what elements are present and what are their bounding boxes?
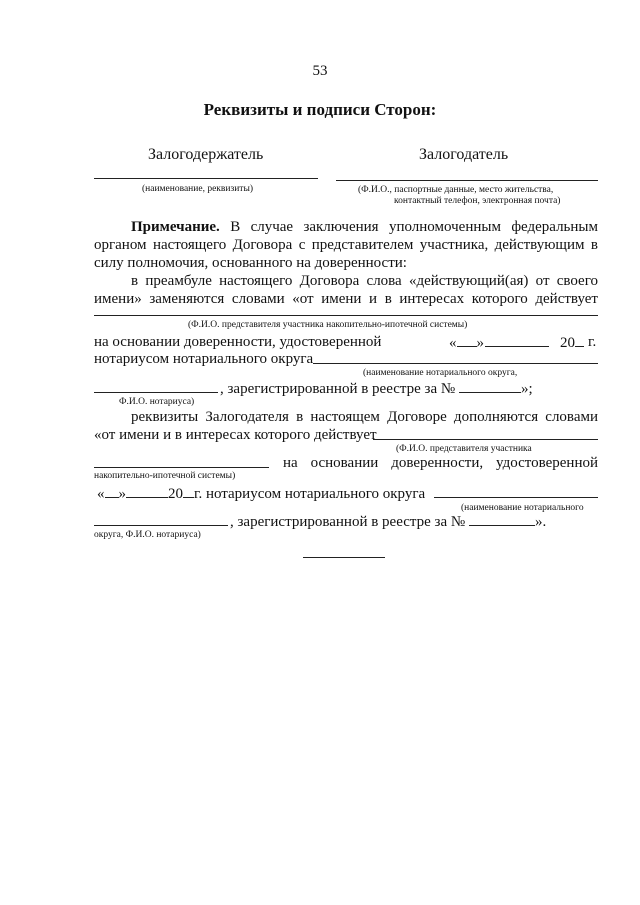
notary-okrug-blank-1: [313, 363, 598, 364]
month-blank-1: [485, 346, 549, 347]
pledgee-signature-line: [94, 178, 318, 179]
year-blank-2: [183, 486, 194, 498]
notary-okrug-caption-1: (наименование нотариального округа,: [363, 368, 518, 378]
registry-blank-2: [469, 514, 535, 526]
year-g-1: г.: [588, 334, 597, 350]
pledgor-heading: Залогодатель: [419, 146, 509, 163]
representative-caption-1: (Ф.И.О. представителя участника накопительно-ипотечной системы): [188, 320, 468, 330]
pledgor-signature-line: [336, 180, 598, 181]
note-line-12: « » 20 г. нотариусом нотариального округа: [97, 486, 426, 502]
year-blank-1: [575, 335, 584, 347]
line-6-text: на основании доверенности, удостоверенной: [94, 334, 382, 350]
note-line-13: , зарегистрированной в реестре за № ».: [230, 514, 547, 530]
year-1: 20: [560, 335, 584, 351]
month-blank-2: [126, 486, 168, 498]
note-line-10: «от имени и в интересах которого действует: [94, 427, 377, 443]
note-line-4: в преамбуле настоящего Договора слова «действующий(ая) от своего: [131, 273, 598, 289]
notary-okrug-caption-2: (наименование нотариального: [461, 503, 584, 513]
note-line-1: [131, 220, 598, 235]
representative-blank-2: [373, 439, 598, 440]
registry-blank-1: [459, 381, 521, 393]
day-blank-1: [457, 335, 477, 347]
note-line-5: имени» заменяются словами «от имени и в интересах которого действует: [94, 291, 598, 307]
pledgee-caption: (наименование, реквизиты): [142, 184, 254, 194]
page-number: 53: [312, 63, 328, 79]
page-title: Реквизиты и подписи Сторон:: [203, 100, 437, 119]
closing-separator: [303, 557, 385, 558]
note-line-1-text: В случае заключения уполномоченным федеральным: [230, 219, 598, 235]
day-blank-2: [105, 486, 119, 498]
notary-name-blank-1: [94, 392, 218, 393]
note-line-3: силу полномочия, основанного на доверенности:: [94, 255, 407, 271]
notary-okrug-blank-2: [434, 497, 598, 498]
pledgor-caption-line1: (Ф.И.О., паспортные данные, место жительства,: [358, 185, 554, 195]
representative-caption-2a: (Ф.И.О. представителя участника: [396, 444, 532, 454]
line-6-date-open: « »: [449, 335, 484, 351]
representative-blank-3: [94, 467, 269, 468]
note-line-2: органом настоящего Договора с представителем участника, действующим в: [94, 237, 598, 253]
note-line-11: на основании доверенности, удостоверенной: [283, 455, 598, 471]
notary-name-caption-1: Ф.И.О. нотариуса): [119, 397, 195, 407]
pledgee-heading: Залогодержатель: [148, 146, 264, 163]
note-line-8: , зарегистрированной в реестре за № »;: [220, 381, 533, 397]
notary-name-caption-2: округа, Ф.И.О. нотариуса): [94, 530, 201, 540]
note-line-6: [94, 335, 484, 351]
pledgor-caption-line2: контактный телефон, электронная почта): [394, 196, 561, 206]
representative-line-1: [94, 315, 598, 316]
note-line-7: нотариусом нотариального округа: [94, 351, 314, 367]
notary-name-blank-2: [94, 525, 228, 526]
note-line-9: реквизиты Залогодателя в настоящем Договоре дополняются словами: [131, 409, 598, 425]
note-label: Примечание.: [131, 219, 220, 235]
representative-caption-2b: накопительно-ипотечной системы): [94, 471, 236, 481]
